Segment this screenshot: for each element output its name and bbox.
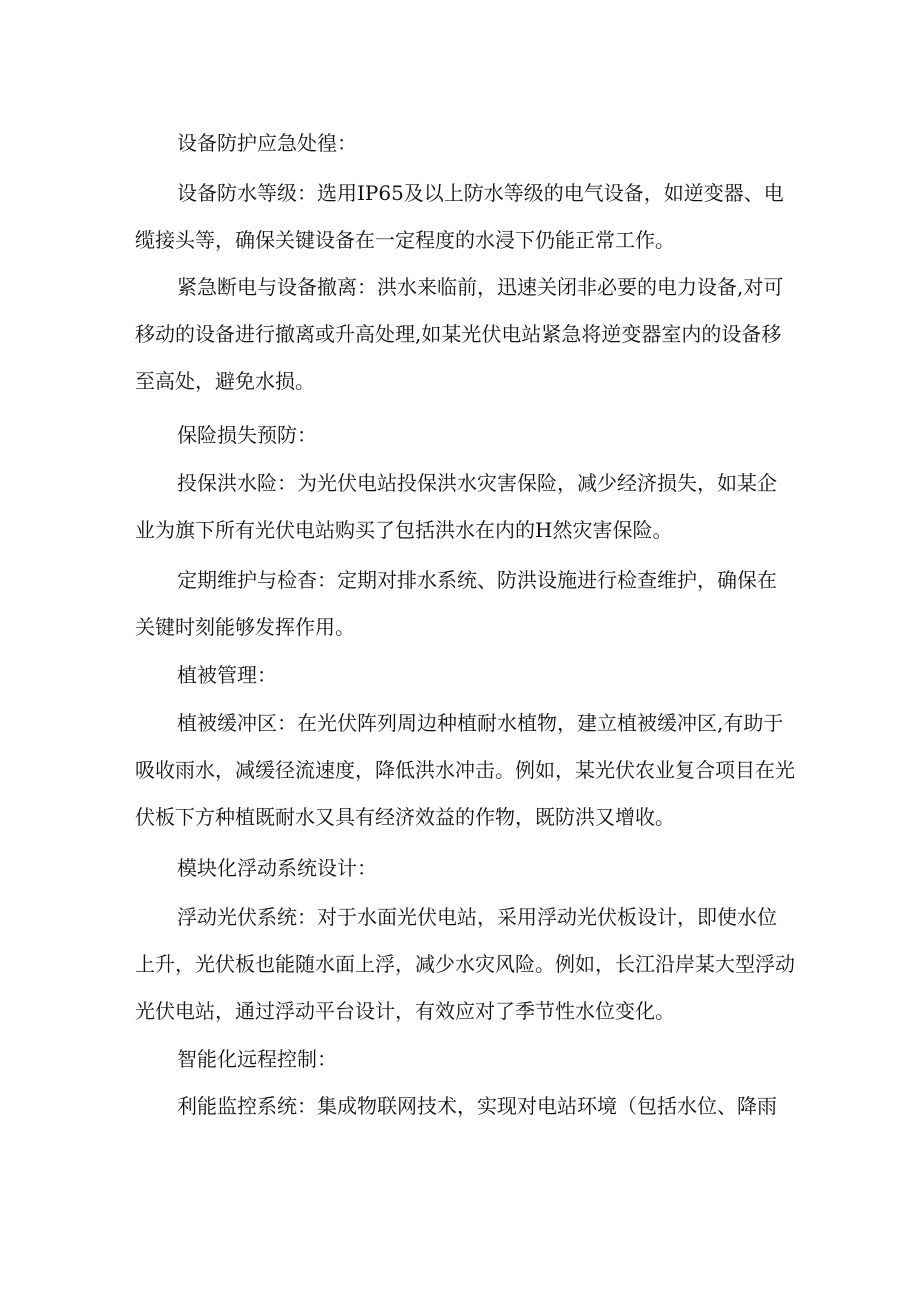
heading-vegetation: 植被管理： [177,663,277,687]
paragraph-emergency-shutdown: 紧急断电与设备撤离：洪水来临前，迅速关闭非必要的电力设备,对可移动的设备进行撤离或升高处理,如某光伏电站紧急将逆变器室内的设备移至高处，避免水损。 [135,275,784,393]
heading-floating-system: 模块化浮动系统设计： [177,856,377,880]
paragraph-monitoring-system: 利能监控系统：集成物联网技术，实现对电站环境（包括水位、降雨 [177,1094,777,1118]
heading-insurance: 保险损失预防： [177,423,317,447]
paragraph-maintenance: 定期维护与检杳：定期对排水系统、防洪设施进行检查维护，确保在关键时刻能够发挥作用。 [135,568,777,639]
paragraph-floating-pv: 浮动光伏系统：对于水面光伏电站，采用浮动光伏板设计，即使水位上升，光伏板也能随水面上浮，减少水灾风险。例如，长江沿岸某大型浮动光伏电站，通过浮动平台设计，有效应对了季节性水位变化。 [135,905,795,1023]
paragraph-flood-insurance: 投保洪水险：为光伏电站投保洪水灾害保险，减少经济损失，如某企业为旗下所有光伏电站购买了包括洪水在内的H然灾害保险。 [135,471,777,542]
heading-remote-control: 智能化远程控制： [177,1047,337,1071]
heading-equipment-protection: 设备防护应急处徨： [177,131,357,155]
paragraph-waterproof-rating: 设备防水等级：选用IP65及以上防水等级的电气设备，如逆变器、电缆接头等，确保关键设备在一定程度的水浸下仍能正常工作。 [135,181,784,252]
paragraph-vegetation-buffer: 植被缓冲区：在光伏阵列周边种植耐水植物，建立植被缓冲区,有助于吸收雨水，减缓径流速度，降低洪水冲击。例如，某光伏农业复合项目在光伏板下方种植既耐水又具有经济效益的作物，既防洪又增收。 [135,711,795,829]
